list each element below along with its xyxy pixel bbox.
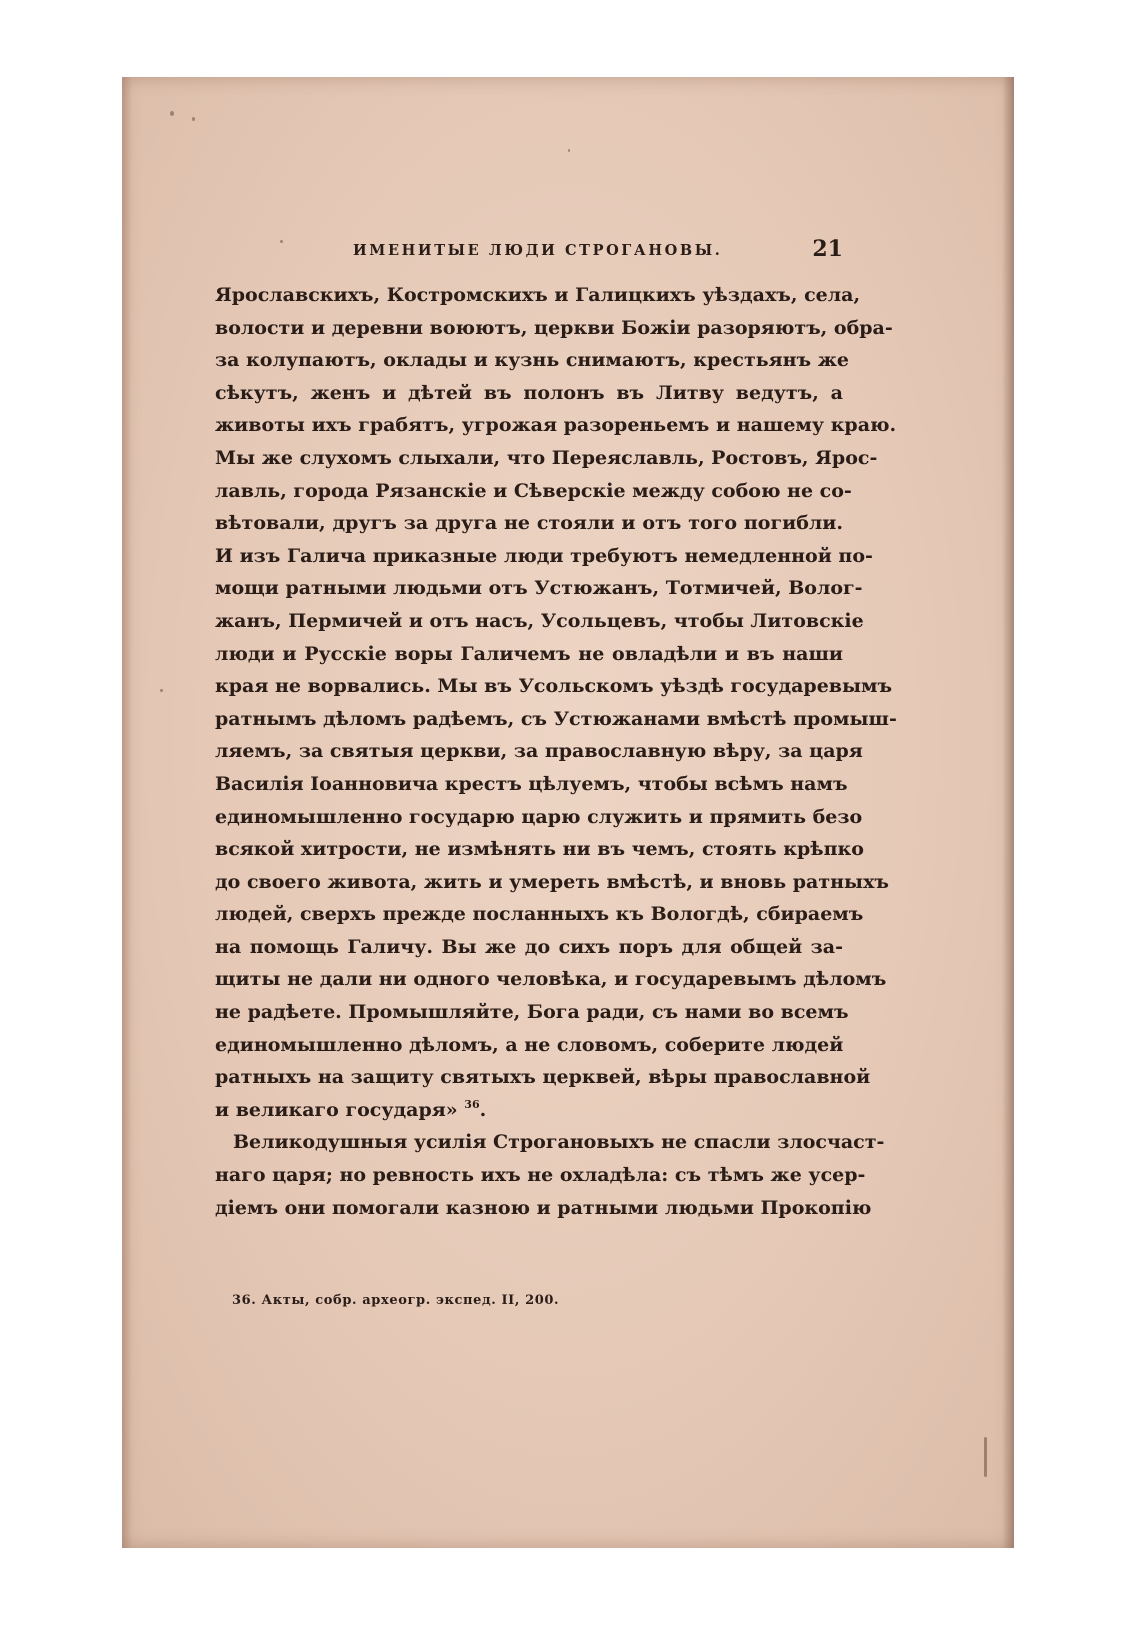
quote-end-text: и великаго государя» [215, 1098, 465, 1121]
paragraph-line: Великодушныя усилія Строгановыхъ не спасли злосчаст- [233, 1131, 885, 1154]
body-text [215, 279, 897, 1224]
paper-speck [192, 117, 195, 121]
paragraph-line: діемъ они помогали казною и ратными людьми Прокопію [215, 1196, 872, 1219]
text-line: лавль, города Рязанскіе и Сѣверскіе между собою не со- [215, 479, 852, 502]
page-edge-shadow-right [1002, 77, 1014, 1548]
footnote-reference: 36 [464, 1097, 480, 1111]
text-line: Ярославскихъ, Костромскихъ и Галицкихъ уѣздахъ, села, [215, 284, 861, 306]
text-line: ратныхъ на защиту святыхъ церквей, вѣры православной [215, 1066, 871, 1089]
running-head: ИМЕНИТЫЕ ЛЮДИ СТРОГАНОВЫ. [353, 242, 723, 259]
text-line: мощи ратными людьми отъ Устюжанъ, Тотмичей, Волог- [215, 577, 863, 600]
quote-end-line [215, 1094, 843, 1127]
text-line: ратнымъ дѣломъ радѣемъ, съ Устюжанами вмѣстѣ промыш- [215, 707, 897, 730]
text-line: И изъ Галича приказные люди требуютъ немедленной по- [215, 544, 873, 567]
text-line: людей, сверхъ прежде посланныхъ къ Вологдѣ, сбираемъ [215, 903, 864, 926]
page-header [215, 236, 843, 266]
text-line: животы ихъ грабятъ, угрожая разореньемъ и нашему краю. [215, 414, 897, 437]
paper-speck [984, 1437, 987, 1477]
quote-end-period: . [479, 1098, 487, 1121]
paper-speck [568, 149, 570, 152]
text-line: не радѣете. Промышляйте, Бога ради, съ нами во всемъ [215, 1001, 849, 1024]
text-line: Мы же слухомъ слыхали, что Переяславль, Ростовъ, Ярос- [215, 446, 878, 469]
text-line: единомышленно дѣломъ, а не словомъ, соберите людей [215, 1033, 844, 1056]
paper-speck [160, 689, 163, 692]
text-line: ляемъ, за святыя церкви, за православную вѣру, за царя [215, 740, 863, 763]
text-line: до своего живота, жить и умереть вмѣстѣ, и вновь ратныхъ [215, 870, 889, 893]
footnote: 36. Акты, собр. археогр. экспед. II, 200. [232, 1293, 560, 1308]
text-line: волости и деревни воюютъ, церкви Божіи разоряютъ, обра- [215, 316, 893, 339]
text-line: вѣтовали, другъ за друга не стояли и отъ того погибли. [215, 512, 843, 535]
paper-speck [170, 111, 174, 116]
scanned-page [122, 77, 1014, 1548]
text-line: единомышленно государю царю служить и прямить безо [215, 805, 863, 828]
text-line: за колупаютъ, оклады и кузнь снимаютъ, крестьянъ же [215, 349, 850, 372]
text-line: сѣкутъ, женъ и дѣтей въ полонъ въ Литву ведутъ, а [215, 381, 843, 404]
text-line: щиты не дали ни одного человѣка, и государевымъ дѣломъ [215, 968, 887, 991]
paragraph-line: наго царя; но ревность ихъ не охладѣла: съ тѣмъ же усер- [215, 1164, 866, 1187]
text-line: жанъ, Пермичей и отъ насъ, Усольцевъ, чтобы Литовскіе [215, 609, 864, 632]
page-edge-shadow-left [122, 77, 132, 1548]
text-line: на помощь Галичу. Вы же до сихъ поръ для общей за- [215, 935, 843, 958]
text-line: люди и Русскіе воры Галичемъ не овладѣли и въ наши [215, 642, 843, 665]
text-line: всякой хитрости, не измѣнять ни въ чемъ, стоять крѣпко [215, 838, 864, 861]
text-line: края не ворвались. Мы въ Усольскомъ уѣздѣ государевымъ [215, 675, 893, 698]
text-line: Василія Іоанновича крестъ цѣлуемъ, чтобы всѣмъ намъ [215, 772, 848, 795]
page-number: 21 [812, 236, 843, 262]
